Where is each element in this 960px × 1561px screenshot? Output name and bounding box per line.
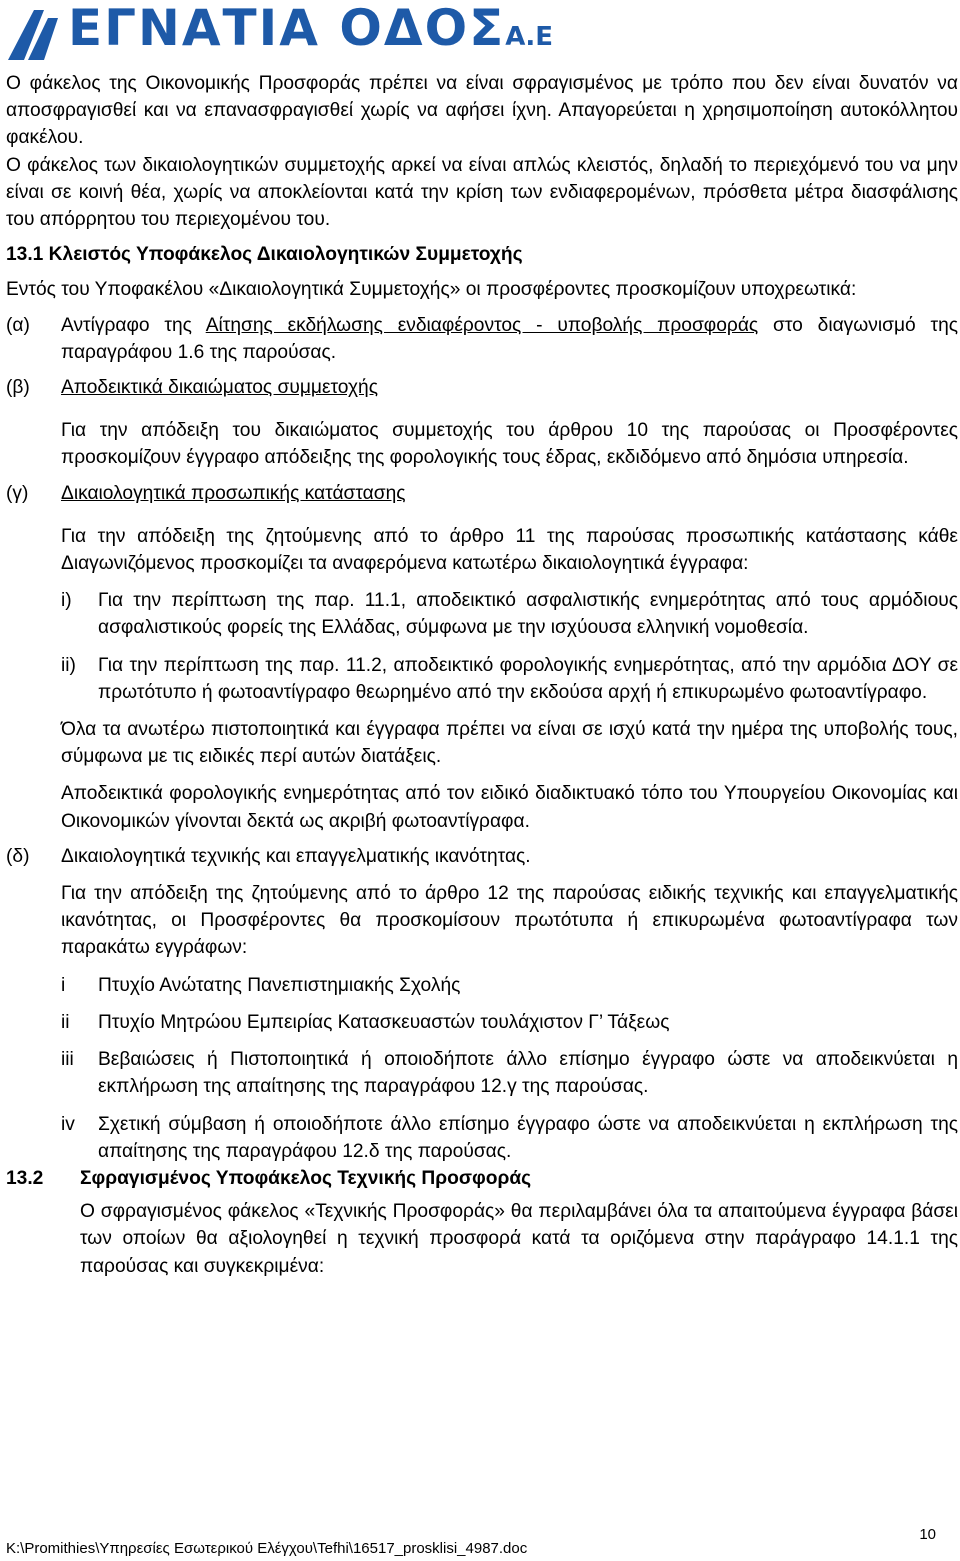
section-13-2-text: Ο σφραγισμένος φάκελος «Τεχνικής Προσφοράς» θα περιλαμβάνει όλα τα απαιτούμενα έγγραφα βάσει των οποίων θα αξιολογηθεί η τεχνική προσφορά κατά τα οριζόμενα στην παράγραφο 14.1.1 της παρούσας και συγκεκριμένα: [80,1201,958,1277]
sub-item-text: Σχετική σύμβαση ή οποιοδήποτε άλλο επίσημο έγγραφο ώστε να αποδεικνύεται η εκπλήρωση της απαίτησης της παραγράφου 12.δ της παρούσας. [98,1113,958,1162]
paragraph-documents-envelope: Ο φάκελος των δικαιολογητικών συμμετοχής αρκεί να είναι απλώς κλειστός, δηλαδή το περιεχόμενό του να μην είναι σε κοινή θέα, χωρίς να αποκλείονται κατά την κρίση των ενδιαφερομένων, πρόσθετα μέτρα διασφάλισης του απόρρητου του περιεχομένου του. [6,154,958,231]
road-logo-icon [4,8,62,62]
tax-online-note: Αποδεικτικά φορολογικής ενημερότητας από τον ειδικό διαδικτυακό τόπο του Υπουργείου Οικονομίας και Οικονομικών γίνονται δεκτά ως ακριβή φωτοαντίγραφα. [61,783,958,832]
sub-item [61,652,958,706]
paragraph-offer-envelope: Ο φάκελος της Οικονομικής Προσφοράς πρέπει να είναι σφραγισμένος με τρόπο που δεν είναι δυνατόν να αποσφραγισθεί και να επανασφραγισθεί χωρίς να αφήσει ίχνη. Απαγορεύεται η χρησιμοποίηση αυτοκόλλητου φακέλου. [6,73,958,149]
sub-item-label: iv [61,1113,75,1135]
company-logo [4,0,553,62]
validity-note: Όλα τα ανωτέρω πιστοποιητικά και έγγραφα πρέπει να είναι σε ισχύ κατά την ημέρα της υποβολής τους, σύμφωνα με τις ειδικές περί αυτών διατάξεις. [61,719,958,768]
sub-item [61,972,958,999]
list-item-d [6,843,958,1165]
sub-item [61,1009,958,1036]
sub-item-label: ii) [61,654,76,676]
section-title: Σφραγισμένος Υποφάκελος Τεχνικής Προσφοράς [80,1167,532,1189]
file-path: K:\Promithies\Υπηρεσίες Εσωτερικού Ελέγχου\Tefhi\16517_prosklisi_4987.doc [6,1540,528,1557]
application-reference: Αίτησης εκδήλωσης ενδιαφέροντος - υποβολής προσφοράς [205,314,759,336]
sub-item-text: Για την περίπτωση της παρ. 11.1, αποδεικτικό ασφαλιστικής ενημερότητας από τους αρμόδιους ασφαλιστικούς φορείς της Ελλάδας, σύμφωνα με την ισχύουσα ελληνική νομοθεσία. [98,590,958,639]
sub-item-label: i [61,974,66,996]
sub-item-label: ii [61,1011,70,1033]
sub-item-text: Για την περίπτωση της παρ. 11.2, αποδεικτικό φορολογικής ενημερότητας, από την αρμόδια ΔΟΥ σε πρωτότυπο ή φωτοαντίγραφο θεωρημένο από την εκδούσα αρχή ή επικυρωμένο φωτοαντίγραφο. [98,654,958,703]
sub-item-label: i) [61,590,72,612]
sub-item-text: Πτυχίο Μητρώου Εμπειρίας Κατασκευαστών τουλάχιστον Γ’ Τάξεως [98,1011,670,1033]
item-label: (γ) [6,482,29,504]
sub-item [61,1111,958,1165]
item-c-text: Για την απόδειξη της ζητούμενης από το άρθρο 11 της παρούσας προσωπικής κατάστασης κάθε Διαγωνιζόμενος προσκομίζει τα αναφερόμενα κατωτέρω δικαιολογητικά έγγραφα: [61,525,958,575]
list-item-b [6,374,958,472]
sub-item [61,1046,958,1100]
item-b-text: Για την απόδειξη του δικαιώματος συμμετοχής του άρθρου 10 της παρούσας οι Προσφέροντες προσκομίζουν έγγραφο απόδειξης της φορολογικής τους έδρας, εκδιδόμενο από δημόσια υπηρεσία. [61,420,958,469]
logo-wordmark: ΕΓΝΑΤΙΑ ΟΔΟΣΑ.Ε [68,0,553,57]
section-13-2-heading [6,1165,958,1192]
item-label: (α) [6,314,30,336]
item-label: (β) [6,377,30,399]
sub-item [61,587,958,641]
logo-suffix: Α.Ε [505,22,553,52]
sub-item-text: Πτυχίο Ανώτατης Πανεπιστημιακής Σχολής [98,974,461,996]
sub-item-text: Βεβαιώσεις ή Πιστοποιητικά ή οποιοδήποτε άλλο επίσημο έγγραφο ώστε να αποδεικνύεται η εκπλήρωση της απαίτησης της παραγράφου 12.γ της παρούσας. [98,1049,958,1098]
item-d-title: Δικαιολογητικά τεχνικής και επαγγελματικής ικανότητας. [61,845,531,867]
item-label: (δ) [6,845,30,867]
list-item-a [6,312,958,366]
section-number: 13.2 [6,1167,44,1189]
item-d-text: Για την απόδειξη της ζητούμενης από το άρθρο 12 της παρούσας ειδικής τεχνικής και επαγγελματικής ικανότητας, οι Προσφέροντες θα προσκομίσουν πρωτότυπα ή επικυρωμένα φωτοαντίγραφα των παρακάτω εγγράφων: [61,883,958,959]
section-13-1-intro: Εντός του Υποφακέλου «Δικαιολογητικά Συμμετοχής» οι προσφέροντες προσκομίζουν υποχρεωτικά: [6,279,857,301]
document-body [6,70,958,1280]
item-b-title: Αποδεικτικά δικαιώματος συμμετοχής [61,377,378,399]
list-item-c [6,480,958,835]
item-a-text: Αντίγραφο της Αίτησης εκδήλωσης ενδιαφέροντος - υποβολής προσφοράς στο διαγωνισμό της παραγράφου 1.6 της παρούσας. [61,314,958,363]
item-c-title: Δικαιολογητικά προσωπικής κατάστασης [61,482,406,504]
page-number: 10 [919,1526,936,1543]
sub-item-label: iii [61,1049,74,1071]
section-13-1-heading: 13.1 Κλειστός Υποφάκελος Δικαιολογητικών Συμμετοχής [6,244,523,266]
